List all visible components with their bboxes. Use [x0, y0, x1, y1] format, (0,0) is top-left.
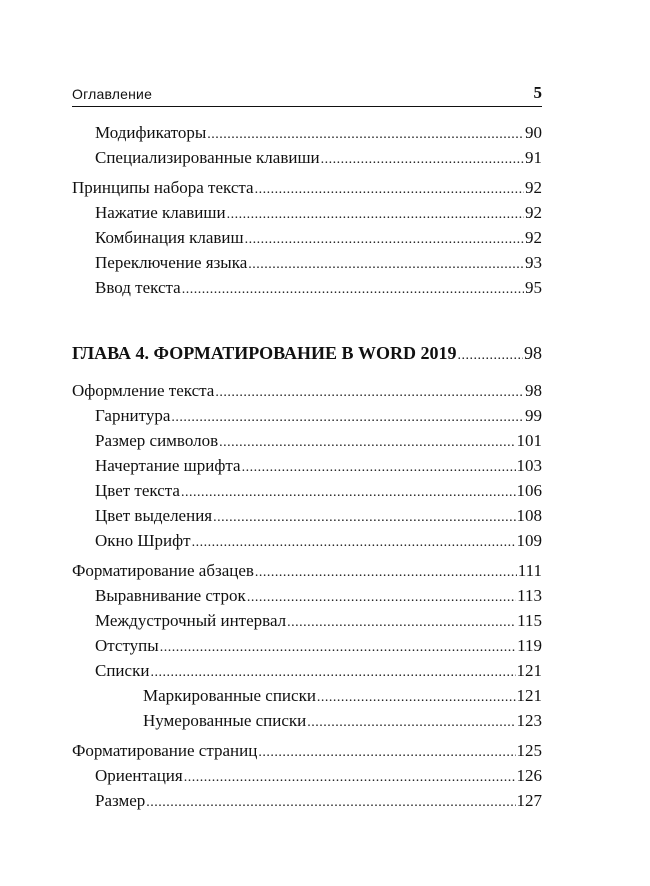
toc-entry[interactable] [72, 633, 542, 658]
toc-entry-page: 106 [516, 481, 542, 500]
toc-dot-leader [458, 342, 523, 369]
toc-entry-page: 91 [525, 148, 542, 167]
toc-entry-page: 98 [525, 381, 542, 400]
toc-dot-leader [247, 585, 516, 610]
toc-dot-leader [160, 635, 516, 660]
toc-entry[interactable] [72, 250, 542, 275]
toc-dot-leader [258, 740, 515, 765]
toc-entry-page: 119 [517, 636, 542, 655]
toc-entry-label: Выравнивание строк [95, 586, 246, 605]
toc-dot-leader [219, 430, 515, 455]
toc-entry[interactable] [72, 608, 542, 633]
toc-entry-page: 123 [516, 711, 542, 730]
toc-entry[interactable] [72, 378, 542, 403]
toc-dot-leader [307, 710, 515, 735]
toc-entry-page: 101 [516, 431, 542, 450]
toc-entry-page: 92 [525, 178, 542, 197]
toc-dot-leader [146, 790, 515, 815]
toc-entry[interactable] [72, 738, 542, 763]
toc-entry-page: 95 [525, 278, 542, 297]
toc-entry-label: Переключение языка [95, 253, 248, 272]
toc-entry-page: 111 [517, 561, 542, 580]
toc-dot-leader [255, 177, 524, 202]
toc-dot-leader [227, 202, 524, 227]
toc-entry-label: Междустрочный интервал [95, 611, 287, 630]
toc-dot-leader [248, 252, 524, 277]
toc-entry-label: Цвет текста [95, 481, 180, 500]
toc-entry[interactable] [72, 528, 542, 553]
toc-entry-page: 125 [516, 741, 542, 760]
toc-entry[interactable] [72, 503, 542, 528]
toc-dot-leader [213, 505, 515, 530]
toc-entry-page: 121 [516, 686, 542, 705]
toc-dot-leader [171, 405, 524, 430]
toc-entry-label: Ориентация [95, 766, 183, 785]
toc-entry-page: 121 [516, 661, 542, 680]
running-header [72, 84, 542, 104]
toc-entry-page: 108 [516, 506, 542, 525]
toc-entry-label: Начертание шрифта [95, 456, 241, 475]
toc-entry[interactable] [72, 558, 542, 583]
toc-entry-label: Форматирование абзацев [72, 561, 254, 580]
toc-entry-label: ГЛАВА 4. ФОРМАТИРОВАНИЕ В WORD 2019 [72, 343, 457, 363]
toc-entry[interactable] [72, 275, 542, 300]
toc-entry-page: 99 [525, 406, 542, 425]
toc-entry[interactable] [72, 403, 542, 428]
toc-entry[interactable] [72, 708, 542, 733]
toc-entry[interactable] [72, 683, 542, 708]
toc-entry-page: 109 [516, 531, 542, 550]
toc-entry-label: Форматирование страниц [72, 741, 258, 760]
toc-entry-label: Размер [95, 791, 146, 810]
toc-entry[interactable] [72, 120, 542, 145]
toc-dot-leader [242, 455, 516, 480]
toc-entry-page: 127 [516, 791, 542, 810]
toc-entry-label: Размер символов [95, 431, 219, 450]
toc-entry-page: 93 [525, 253, 542, 272]
toc-entry[interactable] [72, 583, 542, 608]
toc-entry-label: Ввод текста [95, 278, 181, 297]
toc-chapter-heading[interactable] [72, 340, 542, 367]
toc-entry-page: 92 [525, 228, 542, 247]
toc-dot-leader [321, 147, 524, 172]
toc-dot-leader [182, 277, 524, 302]
toc-entry[interactable] [72, 428, 542, 453]
toc-dot-leader [150, 660, 515, 685]
toc-entry-page: 113 [517, 586, 542, 605]
toc-dot-leader [192, 530, 516, 555]
toc-entry[interactable] [72, 453, 542, 478]
toc-entry-label: Модификаторы [95, 123, 207, 142]
toc-dot-leader [245, 227, 524, 252]
header-title: Оглавление [72, 86, 153, 102]
toc-entry-label: Комбинация клавиш [95, 228, 244, 247]
toc-entry-page: 103 [516, 456, 542, 475]
toc-entry-label: Маркированные списки [143, 686, 316, 705]
toc-entry[interactable] [72, 788, 542, 813]
toc-entry[interactable] [72, 175, 542, 200]
toc-entry[interactable] [72, 225, 542, 250]
header-page-number: 5 [533, 83, 542, 102]
toc-entry-page: 92 [525, 203, 542, 222]
toc-entry-label: Специализированные клавиши [95, 148, 320, 167]
table-of-contents [72, 120, 542, 813]
toc-entry-label: Нумерованные списки [143, 711, 307, 730]
toc-dot-leader [215, 380, 524, 405]
toc-entry-page: 90 [525, 123, 542, 142]
toc-entry[interactable] [72, 658, 542, 683]
toc-entry-label: Гарнитура [95, 406, 171, 425]
toc-dot-leader [181, 480, 516, 505]
toc-entry[interactable] [72, 478, 542, 503]
toc-dot-leader [184, 765, 516, 790]
toc-entry-label: Списки [95, 661, 150, 680]
toc-entry-page: 98 [524, 343, 542, 363]
toc-entry-label: Оформление текста [72, 381, 215, 400]
toc-entry-label: Окно Шрифт [95, 531, 191, 550]
toc-entry[interactable] [72, 200, 542, 225]
toc-entry-label: Отступы [95, 636, 159, 655]
toc-entry-label: Принципы набора текста [72, 178, 254, 197]
toc-entry-page: 126 [516, 766, 542, 785]
toc-dot-leader [255, 560, 517, 585]
toc-entry-label: Нажатие клавиши [95, 203, 226, 222]
toc-entry-page: 115 [517, 611, 542, 630]
toc-entry[interactable] [72, 145, 542, 170]
toc-dot-leader [317, 685, 516, 710]
toc-entry-label: Цвет выделения [95, 506, 213, 525]
toc-entry[interactable] [72, 763, 542, 788]
toc-dot-leader [287, 610, 516, 635]
header-rule [72, 106, 542, 107]
toc-dot-leader [207, 122, 524, 147]
